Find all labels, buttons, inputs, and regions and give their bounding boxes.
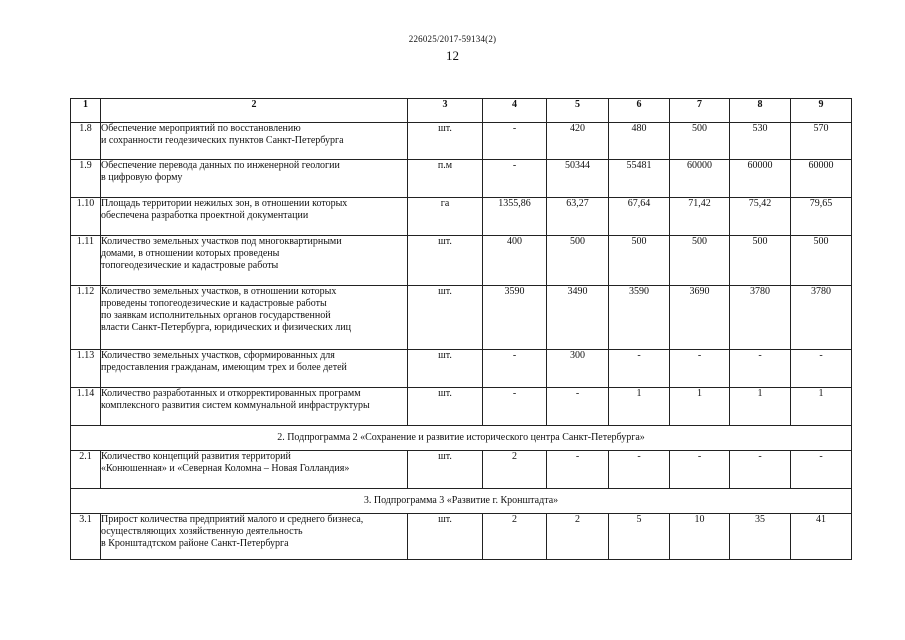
- value-cell: -: [483, 388, 547, 426]
- table-row: [71, 160, 852, 198]
- value-cell: 41: [791, 514, 852, 560]
- indicator-name: Количество разработанных и откорректированных программ комплексного развития систем коммунальной инфраструктуры: [101, 388, 408, 426]
- value-cell: 60000: [730, 160, 791, 198]
- value-cell: 3690: [670, 286, 730, 350]
- row-number: 1.12: [71, 286, 101, 350]
- value-cell: 3590: [483, 286, 547, 350]
- table-row: [71, 388, 852, 426]
- value-cell: 3780: [791, 286, 852, 350]
- value-cell: 530: [730, 123, 791, 160]
- section-title: 2. Подпрограмма 2 «Сохранение и развитие исторического центра Санкт-Петербурга»: [71, 426, 852, 451]
- indicator-name: Количество земельных участков под многоквартирными домами, в отношении которых проведены топогеодезические и кадастровые работы: [101, 236, 408, 286]
- value-cell: 50344: [547, 160, 609, 198]
- column-header: 6: [609, 99, 670, 123]
- value-cell: 1: [730, 388, 791, 426]
- unit-cell: шт.: [408, 123, 483, 160]
- unit-cell: шт.: [408, 514, 483, 560]
- value-cell: 75,42: [730, 198, 791, 236]
- value-cell: 63,27: [547, 198, 609, 236]
- row-number: 1.13: [71, 350, 101, 388]
- value-cell: 400: [483, 236, 547, 286]
- column-header: 1: [71, 99, 101, 123]
- value-cell: -: [483, 350, 547, 388]
- value-cell: 2: [483, 514, 547, 560]
- document-id: 226025/2017-59134(2): [408, 34, 497, 44]
- row-number: 1.14: [71, 388, 101, 426]
- page-number: 12: [446, 48, 459, 63]
- indicator-name: Обеспечение перевода данных по инженерной геологии в цифровую форму: [101, 160, 408, 198]
- value-cell: 3590: [609, 286, 670, 350]
- table-row: [71, 236, 852, 286]
- indicator-name: Количество земельных участков, сформированных для предоставления гражданам, имеющим трех и более детей: [101, 350, 408, 388]
- value-cell: 1: [609, 388, 670, 426]
- value-cell: 55481: [609, 160, 670, 198]
- value-cell: 300: [547, 350, 609, 388]
- unit-cell: п.м: [408, 160, 483, 198]
- value-cell: 570: [791, 123, 852, 160]
- value-cell: -: [483, 123, 547, 160]
- value-cell: 2: [483, 451, 547, 489]
- value-cell: 1355,86: [483, 198, 547, 236]
- indicator-name: Площадь территории нежилых зон, в отношении которых обеспечена разработка проектной документации: [101, 198, 408, 236]
- value-cell: 500: [730, 236, 791, 286]
- unit-cell: шт.: [408, 350, 483, 388]
- column-header: 5: [547, 99, 609, 123]
- value-cell: 500: [670, 236, 730, 286]
- value-cell: 480: [609, 123, 670, 160]
- value-cell: -: [609, 451, 670, 489]
- table-row: [71, 286, 852, 350]
- table-row: [71, 514, 852, 560]
- table-row: [71, 451, 852, 489]
- column-header: 2: [101, 99, 408, 123]
- value-cell: 500: [609, 236, 670, 286]
- value-cell: 420: [547, 123, 609, 160]
- column-header: 9: [791, 99, 852, 123]
- value-cell: -: [791, 451, 852, 489]
- value-cell: 500: [670, 123, 730, 160]
- value-cell: -: [791, 350, 852, 388]
- value-cell: 60000: [670, 160, 730, 198]
- value-cell: 60000: [791, 160, 852, 198]
- value-cell: 2: [547, 514, 609, 560]
- table-row: [71, 198, 852, 236]
- unit-cell: га: [408, 198, 483, 236]
- column-header: 4: [483, 99, 547, 123]
- value-cell: -: [730, 451, 791, 489]
- row-number: 2.1: [71, 451, 101, 489]
- indicators-table: [70, 98, 852, 560]
- row-number: 1.11: [71, 236, 101, 286]
- value-cell: 3780: [730, 286, 791, 350]
- indicator-name: Количество концепций развития территорий «Конюшенная» и «Северная Коломна – Новая Голландия»: [101, 451, 408, 489]
- section-title: 3. Подпрограмма 3 «Развитие г. Кронштадта»: [71, 489, 852, 514]
- value-cell: -: [670, 350, 730, 388]
- value-cell: 500: [791, 236, 852, 286]
- table-row: [71, 123, 852, 160]
- value-cell: 1: [670, 388, 730, 426]
- value-cell: 67,64: [609, 198, 670, 236]
- row-number: 1.10: [71, 198, 101, 236]
- row-number: 1.9: [71, 160, 101, 198]
- indicator-name: Обеспечение мероприятий по восстановлению и сохранности геодезических пунктов Санкт-Петербурга: [101, 123, 408, 160]
- value-cell: 5: [609, 514, 670, 560]
- value-cell: 1: [791, 388, 852, 426]
- value-cell: 71,42: [670, 198, 730, 236]
- unit-cell: шт.: [408, 286, 483, 350]
- value-cell: 35: [730, 514, 791, 560]
- unit-cell: шт.: [408, 451, 483, 489]
- value-cell: -: [670, 451, 730, 489]
- indicator-name: Прирост количества предприятий малого и среднего бизнеса, осуществляющих хозяйственную деятельность в Кронштадтском районе Санкт-Петербурга: [101, 514, 408, 560]
- table-row: [71, 350, 852, 388]
- value-cell: 3490: [547, 286, 609, 350]
- value-cell: 10: [670, 514, 730, 560]
- column-header: 7: [670, 99, 730, 123]
- table-header-row: [71, 99, 852, 123]
- section-header-row: [71, 426, 852, 451]
- value-cell: -: [547, 451, 609, 489]
- section-header-row: [71, 489, 852, 514]
- value-cell: -: [483, 160, 547, 198]
- column-header: 8: [730, 99, 791, 123]
- value-cell: 79,65: [791, 198, 852, 236]
- unit-cell: шт.: [408, 236, 483, 286]
- row-number: 3.1: [71, 514, 101, 560]
- value-cell: -: [730, 350, 791, 388]
- indicator-name: Количество земельных участков, в отношении которых проведены топогеодезические и кадастровые работы по заявкам исполнительных органов государственной власти Санкт-Петербурга, юридических и физических лиц: [101, 286, 408, 350]
- value-cell: -: [609, 350, 670, 388]
- value-cell: -: [547, 388, 609, 426]
- unit-cell: шт.: [408, 388, 483, 426]
- column-header: 3: [408, 99, 483, 123]
- value-cell: 500: [547, 236, 609, 286]
- row-number: 1.8: [71, 123, 101, 160]
